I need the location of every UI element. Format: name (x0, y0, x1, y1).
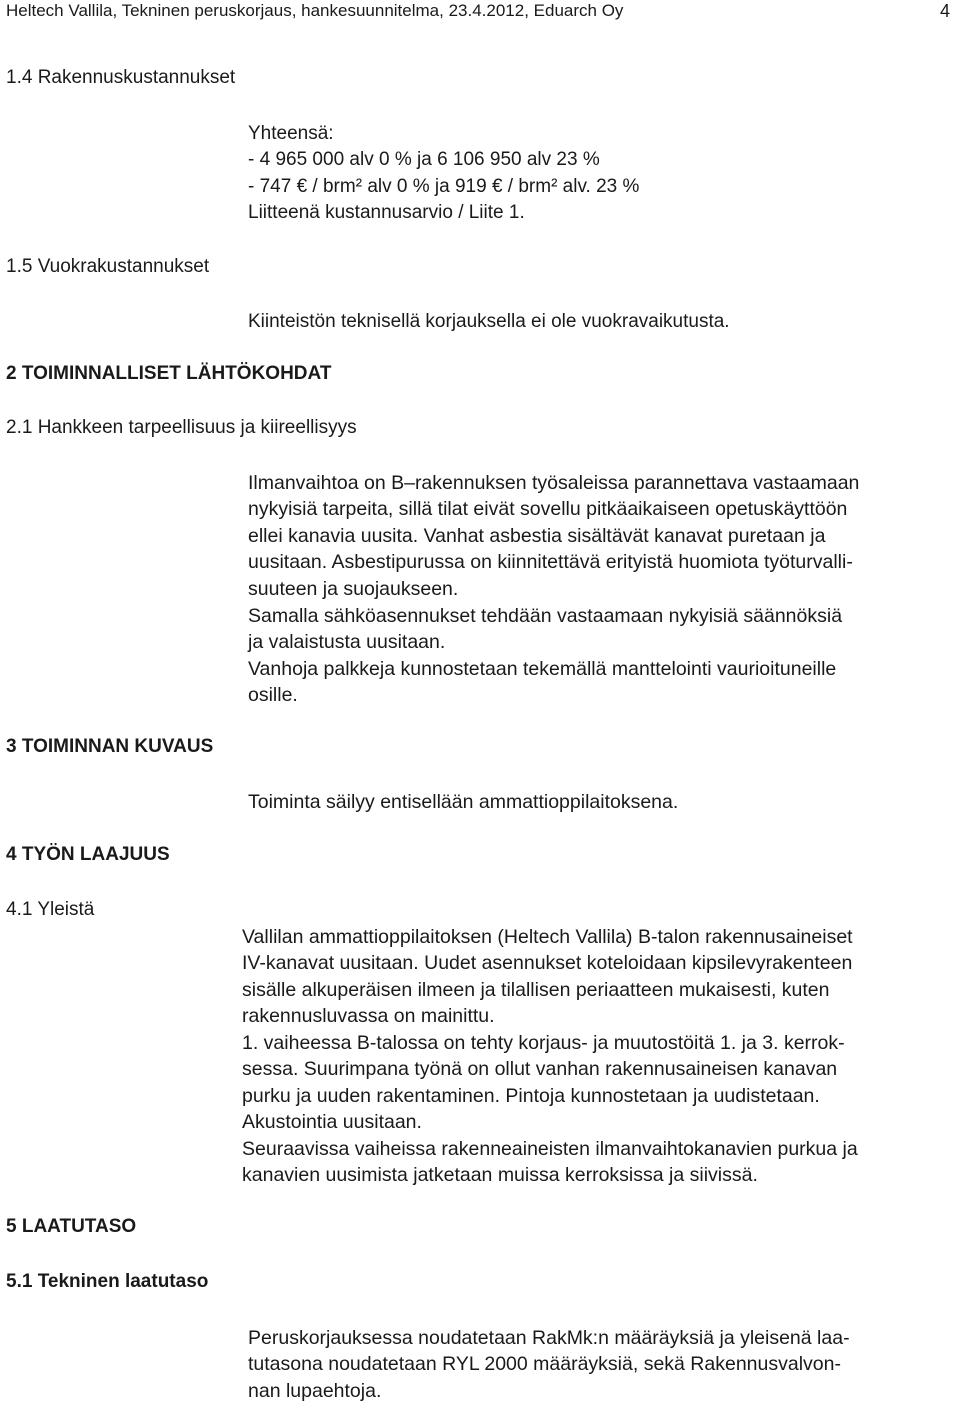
quality-line: nan lupaehtoja. (248, 1380, 382, 1402)
need-line: ellei kanavia uusita. Vanhat asbestia sisältävät kanavat puretaan ja (248, 525, 826, 547)
need-line: osille. (248, 684, 298, 706)
header-title: Heltech Vallila, Tekninen peruskorjaus, hankesuunnitelma, 23.4.2012, Eduarch Oy (6, 1, 624, 20)
costs-line: Yhteensä: (248, 123, 334, 144)
need-line: ja valaistusta uusitaan. (248, 631, 446, 653)
need-line: uusitaan. Asbestipurussa on kiinnitettävä erityistä huomiota työturvalli- (248, 551, 853, 573)
scope-line: sessa. Suurimpana työnä on ollut vanhan rakennusaineisen kanavan (242, 1058, 838, 1080)
scope-line: Akustointia uusitaan. (242, 1111, 422, 1133)
scope-line: sisälle alkuperäisen ilmeen ja tilallisen periaatteen mukaisesti, kuten (242, 979, 830, 1001)
heading-5: 5 LAATUTASO (6, 1216, 137, 1237)
scope-line: purku ja uuden rakentaminen. Pintoja kunnostetaan ja uudistetaan. (242, 1085, 820, 1107)
page-number: 4 (940, 1, 951, 21)
need-line: Ilmanvaihtoa on B–rakennuksen työsaleissa parannettava vastaamaan (248, 472, 860, 494)
heading-1-4: 1.4 Rakennuskustannukset (6, 67, 236, 88)
heading-1-5: 1.5 Vuokrakustannukset (6, 256, 210, 277)
heading-4: 4 TYÖN LAAJUUS (6, 844, 170, 865)
scope-line: 1. vaiheessa B-talossa on tehty korjaus- ja muutostöitä 1. ja 3. kerrok- (242, 1032, 845, 1054)
costs-line: - 4 965 000 alv 0 % ja 6 106 950 alv 23 % (248, 149, 600, 170)
need-line: Vanhoja palkkeja kunnostetaan tekemällä manttelointi vaurioituneille (248, 658, 837, 680)
heading-4-1: 4.1 Yleistä (6, 899, 95, 920)
heading-2-1: 2.1 Hankkeen tarpeellisuus ja kiireellisyys (6, 417, 357, 438)
costs-line: Liitteenä kustannusarvio / Liite 1. (248, 202, 525, 223)
quality-line: tutasona noudatetaan RYL 2000 määräyksiä, sekä Rakennusvalvon- (248, 1353, 841, 1375)
heading-2: 2 TOIMINNALLISET LÄHTÖKOHDAT (6, 363, 332, 384)
scope-line: kanavien uusimista jatketaan muissa kerroksissa ja siivissä. (242, 1164, 758, 1186)
scope-line: Seuraavissa vaiheissa rakenneaineisten ilmanvaihtokanavien purkua ja (242, 1138, 858, 1160)
scope-line: rakennusluvassa on mainittu. (242, 1005, 495, 1027)
need-line: suuteen ja suojaukseen. (248, 578, 459, 600)
scope-line: IV-kanavat uusitaan. Uudet asennukset koteloidaan kipsilevyrakenteen (242, 952, 853, 974)
heading-5-1: 5.1 Tekninen laatutaso (6, 1271, 209, 1292)
operation-text: Toiminta säilyy entisellään ammattioppilaitoksena. (248, 791, 679, 813)
scope-line: Vallilan ammattioppilaitoksen (Heltech Vallila) B-talon rakennusaineiset (242, 926, 853, 948)
need-line: Samalla sähköasennukset tehdään vastaamaan nykyisiä säännöksiä (248, 605, 843, 627)
rent-text: Kiinteistön teknisellä korjauksella ei ole vuokravaikutusta. (248, 311, 730, 332)
quality-line: Peruskorjauksessa noudatetaan RakMk:n määräyksiä ja yleisenä laa- (248, 1327, 850, 1349)
heading-3: 3 TOIMINNAN KUVAUS (6, 736, 214, 757)
need-line: nykyisiä tarpeita, sillä tilat eivät sovellu pitkäaikaiseen opetuskäyttöön (248, 498, 848, 520)
costs-line: - 747 € / brm² alv 0 % ja 919 € / brm² alv. 23 % (248, 176, 640, 197)
